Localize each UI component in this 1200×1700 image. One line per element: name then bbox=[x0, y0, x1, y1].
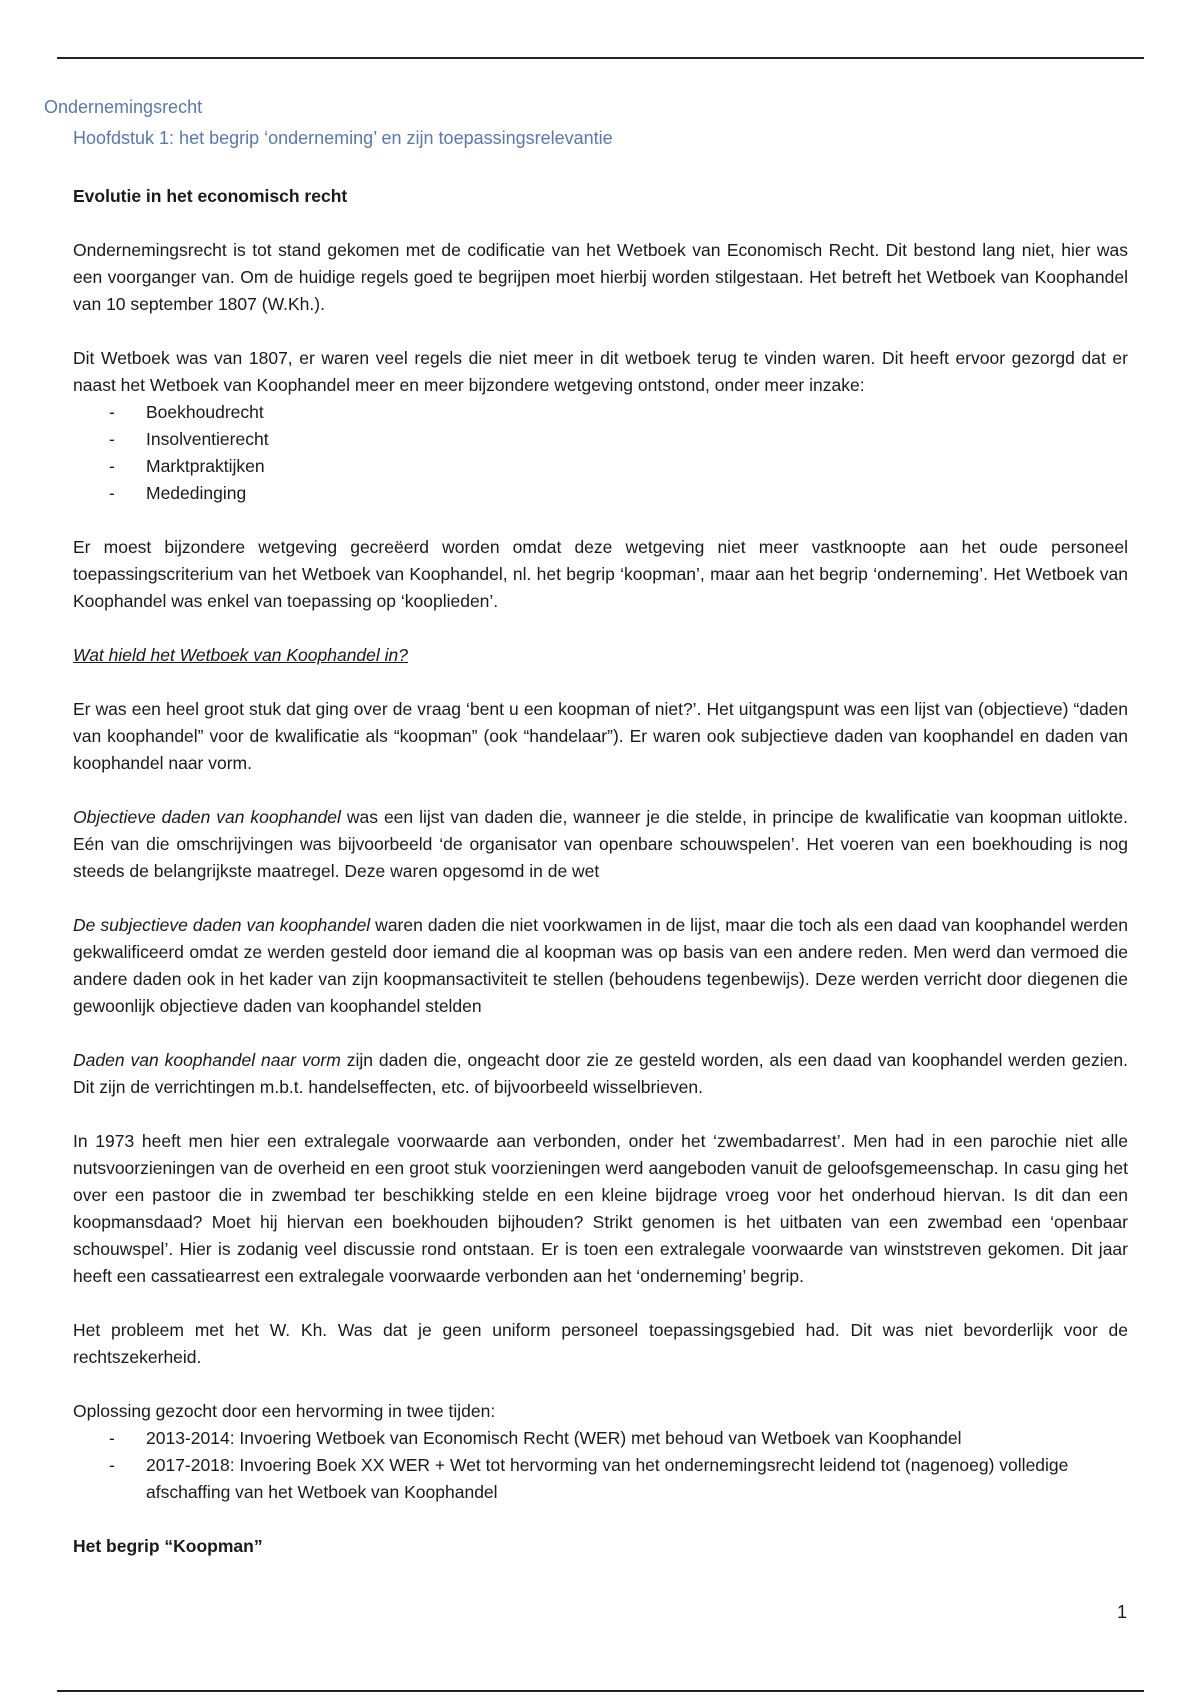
emphasis-term: Daden van koophandel naar vorm bbox=[73, 1050, 341, 1070]
section-heading-koopman: Het begrip “Koopman” bbox=[73, 1536, 263, 1556]
bullet-list bbox=[73, 399, 1128, 507]
document-body bbox=[73, 183, 1128, 1587]
paragraph: In 1973 heeft men hier een extralegale voorwaarde aan verbonden, onder het ‘zwembadarrest’. Men had in een parochie niet alle nutsvoorzieningen van de overheid en een groot stuk voorzieningen werd aangeboden vanuit de geloofsgemeenschap. In casu ging het over een pastoor die in zwembad ter beschikking stelde en een kleine bijdrage vroeg voor het onderhoud hiervan. Is dit dan een koopmansdaad? Moet hij hiervan een boekhouden bijhouden? Strikt genomen is het uitbaten van een zwembad een ‘openbaar schouwspel’. Hier is zodanig veel discussie rond ontstaan. Er is toen een extralegale voorwaarde van winststreven gekomen. Dit jaar heeft een cassatiearrest een extralegale voorwaarde verbonden aan het ‘onderneming’ begrip. bbox=[73, 1131, 1128, 1286]
paragraph bbox=[73, 804, 1128, 885]
emphasis-term: Objectieve daden van koophandel bbox=[73, 807, 341, 827]
section-heading-evolutie: Evolutie in het economisch recht bbox=[73, 186, 348, 206]
list-item: - Mededinging bbox=[73, 480, 1128, 507]
list-item: - Marktpraktijken bbox=[73, 453, 1128, 480]
paragraph: Er was een heel groot stuk dat ging over de vraag ‘bent u een koopman of niet?’. Het uitgangspunt was een lijst van (objectieve) “daden van koophandel” voor de kwalificatie als “koopman” (ook “handelaar”). Er waren ook subjectieve daden van koophandel en daden van koophandel naar vorm. bbox=[73, 699, 1128, 773]
paragraph: Oplossing gezocht door een hervorming in twee tijden: bbox=[73, 1401, 496, 1421]
top-rule bbox=[57, 57, 1144, 59]
paragraph-text: was een lijst van daden die, wanneer je die stelde, in principe de kwalificatie van koopman uitlokte. Eén van die omschrijvingen was bijvoorbeeld ‘de organisator van openbare schouwspelen’. Het voeren van een boekhouding is nog steeds de belangrijkste maatregel. Deze waren opgesomd in de wet bbox=[73, 807, 1128, 881]
bullet-list bbox=[73, 1425, 1128, 1506]
paragraph: Het probleem met het W. Kh. Was dat je geen uniform personeel toepassingsgebied had. Dit was niet bevorderlijk voor de rechtszekerheid. bbox=[73, 1320, 1128, 1367]
list-item: - Insolventierecht bbox=[73, 426, 1128, 453]
paragraph-text: waren daden die niet voorkwamen in de lijst, maar die toch als een daad van koophandel werden gekwalificeerd omdat ze werden gesteld door iemand die al koopman was op basis van een andere reden. Men werd dan vermoed die andere daden ook in het kader van zijn koopmansactiviteit te stellen (behoudens tegenbewijs). Deze werden verricht door diegenen die gewoonlijk objectieve daden van koophandel stelden bbox=[73, 915, 1128, 1016]
list-item: - 2017-2018: Invoering Boek XX WER + Wet tot hervorming van het ondernemingsrecht leidend tot (nagenoeg) volledige afschaffing van het Wetboek van Koophandel bbox=[73, 1452, 1128, 1506]
paragraph-text: zijn daden die, ongeacht door zie ze gesteld worden, als een daad van koophandel werden gezien. Dit zijn de verrichtingen m.b.t. handelseffecten, etc. of bijvoorbeeld wisselbrieven. bbox=[73, 1050, 1128, 1097]
paragraph: Ondernemingsrecht is tot stand gekomen met de codificatie van het Wetboek van Economisch Recht. Dit bestond lang niet, hier was een voorganger van. Om de huidige regels goed te begrijpen moet hierbij worden stilgestaan. Het betreft het Wetboek van Koophandel van 10 september 1807 (W.Kh.). bbox=[73, 240, 1128, 314]
list-item: - Boekhoudrecht bbox=[73, 399, 1128, 426]
bottom-rule bbox=[57, 1690, 1144, 1692]
emphasis-term: De subjectieve daden van koophandel bbox=[73, 915, 371, 935]
section-subheading-wetboek: Wat hield het Wetboek van Koophandel in? bbox=[73, 645, 409, 665]
document-title: Ondernemingsrecht bbox=[44, 97, 203, 117]
paragraph bbox=[73, 1047, 1128, 1101]
paragraph bbox=[73, 912, 1128, 1020]
chapter-title: Hoofdstuk 1: het begrip ‘onderneming’ en zijn toepassingsrelevantie bbox=[73, 128, 613, 148]
paragraph: Dit Wetboek was van 1807, er waren veel regels die niet meer in dit wetboek terug te vinden waren. Dit heeft ervoor gezorgd dat er naast het Wetboek van Koophandel meer en meer bijzondere wetgeving ontstond, onder meer inzake: bbox=[73, 348, 1128, 395]
paragraph: Er moest bijzondere wetgeving gecreëerd worden omdat deze wetgeving niet meer vastknoopte aan het oude personeel toepassingscriterium van het Wetboek van Koophandel, nl. het begrip ‘koopman’, maar aan het begrip ‘onderneming’. Het Wetboek van Koophandel was enkel van toepassing op ‘kooplieden’. bbox=[73, 537, 1128, 611]
list-item: - 2013-2014: Invoering Wetboek van Economisch Recht (WER) met behoud van Wetboek van Koophandel bbox=[73, 1425, 1128, 1452]
page-number: 1 bbox=[1116, 1602, 1127, 1622]
